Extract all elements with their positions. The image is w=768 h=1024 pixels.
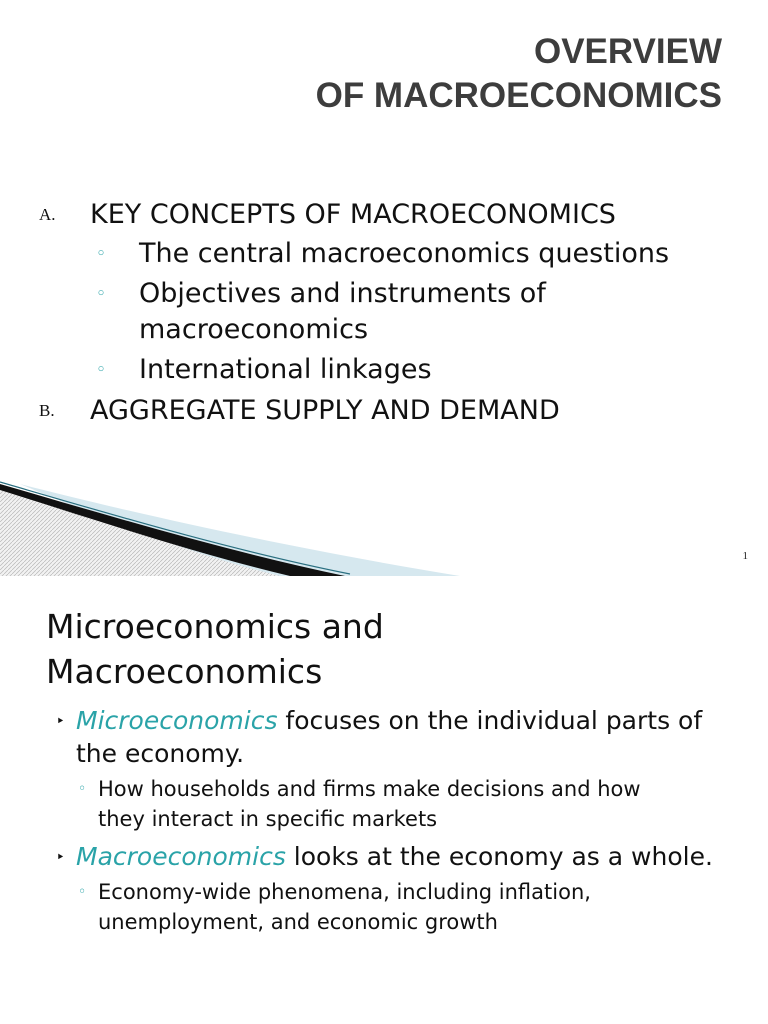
ring-bullet-icon: ◦ <box>78 781 87 797</box>
ring-bullet-icon: ◦ <box>96 284 107 304</box>
subpoint-list <box>76 877 728 937</box>
slide-1-title <box>316 30 722 118</box>
ring-bullet-icon: ◦ <box>96 244 107 264</box>
term-macroeconomics: Macroeconomics <box>76 842 286 871</box>
slide-2-title-line-2: Macroeconomics <box>46 652 323 691</box>
outline-item-b <box>0 392 768 430</box>
term-microeconomics: Microeconomics <box>76 706 278 735</box>
subpoint-list <box>76 774 728 834</box>
outline-subitem <box>0 352 768 388</box>
slide-2-title-line-1: Microeconomics and <box>46 607 384 646</box>
subpoint <box>76 774 688 834</box>
outline-subitem-text: Objectives and instruments of macroeconomics <box>139 278 546 345</box>
slide-1-title-line-2: OF MACROECONOMICS <box>315 76 722 115</box>
outline-item-b-text: AGGREGATE SUPPLY AND DEMAND <box>90 395 560 426</box>
point-macroeconomics <box>0 840 768 937</box>
slide-1-title-line-1: OVERVIEW <box>533 32 722 71</box>
slide-2 <box>0 576 768 1024</box>
ring-bullet-icon: ◦ <box>96 360 107 380</box>
outline-subitem-text: The central macroeconomics questions <box>139 238 670 269</box>
point-microeconomics <box>0 704 768 834</box>
page-number: 1 <box>742 550 748 562</box>
subpoint <box>76 877 688 937</box>
ring-bullet-icon: ◦ <box>78 884 87 900</box>
outline-subitem <box>0 236 768 272</box>
subpoint-text: Economy-wide phenomena, including inflation, unemployment, and economic growth <box>98 880 591 934</box>
point-text: looks at the economy as a whole. <box>285 842 713 871</box>
outline-a-subitems <box>90 236 768 388</box>
triangle-bullet-icon: ‣ <box>56 848 65 866</box>
outline-marker-b: B. <box>39 401 55 420</box>
point-text: focuses on the individual parts of the economy. <box>76 706 703 768</box>
subpoint-text: How households and firms make decisions and how they interact in specific markets <box>98 777 641 831</box>
outline-item-a <box>0 196 768 388</box>
outline-subitem-text: International linkages <box>139 354 432 385</box>
slide-1-outline <box>0 196 768 430</box>
outline-subitem <box>0 276 768 348</box>
outline-item-a-text: KEY CONCEPTS OF MACROECONOMICS <box>90 199 616 230</box>
triangle-bullet-icon: ‣ <box>56 712 65 730</box>
outline-marker-a: A. <box>39 205 56 224</box>
slide-2-points <box>0 704 768 943</box>
slide-2-title <box>46 604 384 694</box>
decorative-swoosh <box>0 470 480 576</box>
